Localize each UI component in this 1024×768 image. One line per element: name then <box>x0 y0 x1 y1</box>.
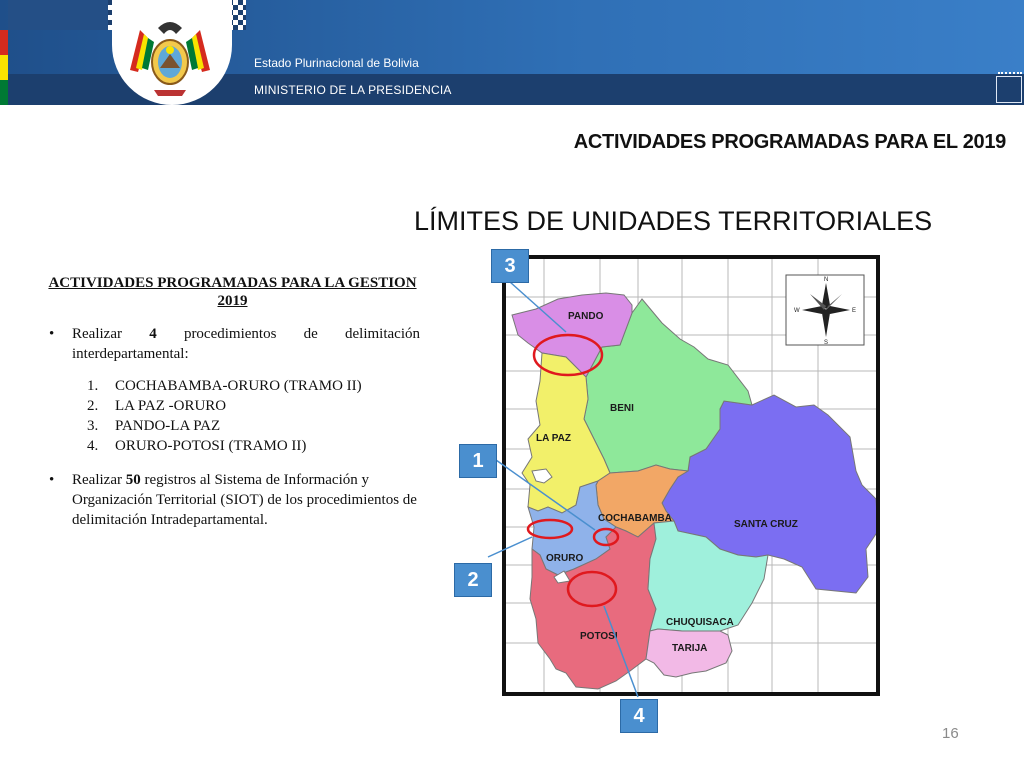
callout-2: 2 <box>454 563 492 597</box>
header-ministry-name: MINISTERIO DE LA PRESIDENCIA <box>254 83 452 97</box>
callout-1: 1 <box>459 444 497 478</box>
bullet-delimitation: • Realizar 4 procedimientos de delimitación interdepartamental: <box>49 326 421 362</box>
bullet-text: Realizar <box>72 472 122 488</box>
page-number: 16 <box>942 725 959 742</box>
bullet-text: Realizar <box>72 326 122 342</box>
callout-4: 4 <box>620 699 658 733</box>
activities-heading: ACTIVIDADES PROGRAMADAS PARA LA GESTION 2019 <box>48 275 417 309</box>
label-chuquisaca: CHUQUISACA <box>666 617 734 628</box>
list-item: 1. COCHABAMBA-ORURO (TRAMO II) <box>87 378 362 394</box>
svg-text:E: E <box>852 308 857 314</box>
label-cochabamba: COCHABAMBA <box>598 513 672 524</box>
list-item: 4. ORURO-POTOSI (TRAMO II) <box>87 438 307 454</box>
list-item: 3. PANDO-LA PAZ <box>87 418 221 434</box>
svg-text:S: S <box>824 340 829 346</box>
list-item: 2. LA PAZ -ORURO <box>87 398 227 414</box>
bullet-text: registros al Sistema de Información y Organización Territorial (SIOT) de los procedimientos de delimitación Intradepartamental. <box>72 472 417 528</box>
bullet-text: procedimientos de delimitación interdepartamental: <box>72 326 421 362</box>
page-title: ACTIVIDADES PROGRAMADAS PARA EL 2019 <box>573 131 1006 153</box>
label-potosi: POTOSI <box>580 631 618 642</box>
svg-text:N: N <box>824 277 829 283</box>
svg-text:W: W <box>794 308 800 314</box>
bullet-registry: • Realizar 50 registros al Sistema de Información y Organización Territorial (SIOT) de los procedimientos de delimitación Intradepartamental. <box>49 472 417 528</box>
bullet-number: 4 <box>149 326 157 342</box>
label-beni: BENI <box>610 403 634 414</box>
callout-3: 3 <box>491 249 529 283</box>
label-la-paz: LA PAZ <box>536 433 571 444</box>
label-tarija: TARIJA <box>672 643 708 654</box>
bullet-number: 50 <box>125 472 141 488</box>
header-state-name: Estado Plurinacional de Bolivia <box>254 56 419 70</box>
label-santa-cruz: SANTA CRUZ <box>734 519 798 530</box>
label-pando: PANDO <box>568 311 604 322</box>
label-oruro: ORURO <box>546 553 584 564</box>
page-subtitle: LÍMITES DE UNIDADES TERRITORIALES <box>414 206 933 236</box>
